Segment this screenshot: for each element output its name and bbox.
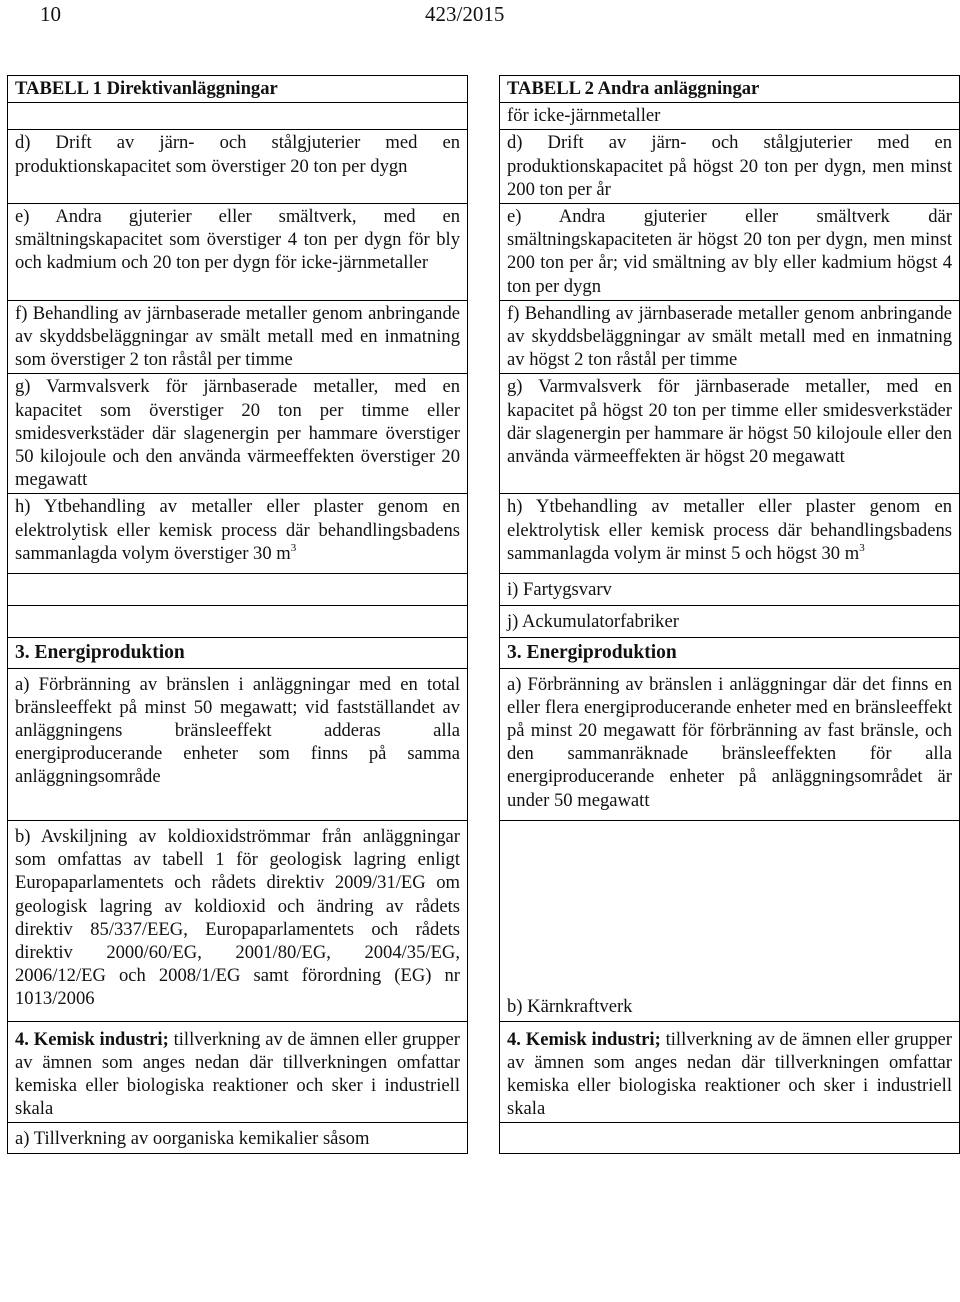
row-e-right: e) Andra gjuterier eller smältverk där smältningskapaciteten är högst 20 ton per dygn, men minst 200 ton per år; vid smältning av bly eller kadmium högst 4 ton per dygn xyxy=(500,204,960,301)
table-header-row xyxy=(8,76,960,103)
sec4-right-heading: 4. Kemisk industri; xyxy=(507,1028,661,1050)
sec3-b-left: b) Avskiljning av koldioxidströmmar från anläggningar som omfattas av tabell 1 för geologisk lagring enligt Europaparlamentets och rådets direktiv 2009/31/EG om geologisk lagring av koldioxid och ändring av rådets direktiv 85/337/EEG, Europaparlamentets och rådets direktiv 2000/60/EG, 2001/80/EG, 2004/35/EG, 2006/12/EG och 2008/1/EG samt förordning (EG) nr 1013/2006 xyxy=(8,820,468,1021)
column-gap xyxy=(468,374,500,494)
sec4-left-heading: 4. Kemisk industri; xyxy=(15,1028,169,1050)
sec4-right xyxy=(500,1021,960,1123)
page-number: 10 xyxy=(40,2,61,26)
column-gap xyxy=(468,606,500,638)
row-g-right: g) Varmvalsverk för järnbaserade metaller, med en kapacitet på högst 20 ton per timme eller smidesverkstäder där slagenergin per hammare är högst 50 kilojoule eller den använda värmeeffekten är högst 20 megawatt xyxy=(500,374,960,494)
row-h-right-text: h) Ytbehandling av metaller eller plaster genom en elektrolytisk eller kemisk process där behandlingsbadens sammanlagda volym är minst 5 och högst 30 m xyxy=(507,496,952,564)
row-j-right: j) Ackumulatorfabriker xyxy=(500,606,960,638)
sec3-b-right: b) Kärnkraftverk xyxy=(500,820,960,1021)
table1-title: TABELL 1 Direktivanläggningar xyxy=(8,76,468,103)
table-row xyxy=(8,1123,960,1153)
table-row xyxy=(8,668,960,820)
column-gap xyxy=(468,638,500,668)
column-gap xyxy=(468,204,500,301)
sec3-a-right: a) Förbränning av bränslen i anläggningar där det finns en eller flera energiproducerande enheter med en bränsleeffekt på minst 20 megawatt för förbränning av fast bränsle, och den sammanräknade bränsleeffekten för alla energiproducerande enheter på anläggningsområdet är under 50 megawatt xyxy=(500,668,960,820)
section3-left-title: 3. Energiproduktion xyxy=(8,638,468,668)
column-gap xyxy=(468,668,500,820)
section-heading-row xyxy=(8,638,960,668)
column-gap xyxy=(468,76,500,103)
column-gap xyxy=(468,820,500,1021)
sec4-a-left: a) Tillverkning av oorganiska kemikalier såsom xyxy=(8,1123,468,1153)
row-d-left: d) Drift av järn- och stålgjuterier med en produktionskapacitet som överstiger 20 ton per dygn xyxy=(8,130,468,204)
table-row xyxy=(8,130,960,204)
sec4-left-text: tillverkning av de ämnen eller grupper av ämnen som anges nedan där tillverkningen omfattar kemiska eller biologiska reaktioner och sker i industriell skala xyxy=(15,1028,461,1120)
empty-cell xyxy=(8,574,468,606)
empty-cell xyxy=(8,606,468,638)
table-row xyxy=(8,374,960,494)
row-h-left-superscript: 3 xyxy=(290,541,297,554)
table-subheader-row xyxy=(8,103,960,130)
row-h-left-text: h) Ytbehandling av metaller eller plaster genom en elektrolytisk eller kemisk process där behandlingsbadens sammanlagda volym överstiger 30 m xyxy=(15,496,460,564)
sec3-a-left: a) Förbränning av bränslen i anläggningar med en total bränsleeffekt på minst 50 megawatt; vid fastställandet av anläggningens bränsleeffekt adderas alla energiproducerande enheter som finns på samma anläggningsområde xyxy=(8,668,468,820)
column-gap xyxy=(468,574,500,606)
table2-subtitle: för icke-järnmetaller xyxy=(500,103,960,130)
row-h-right-superscript: 3 xyxy=(859,541,865,554)
column-gap xyxy=(468,1021,500,1123)
column-gap xyxy=(468,494,500,574)
page-header xyxy=(0,0,960,40)
row-i-right: i) Fartygsvarv xyxy=(500,574,960,606)
table-row xyxy=(8,300,960,374)
empty-cell xyxy=(8,103,468,130)
row-f-right: f) Behandling av järnbaserade metaller genom anbringande av skyddsbeläggningar av smält metall med en inmatning av högst 2 ton råstål per timme xyxy=(500,300,960,374)
table-row xyxy=(8,606,960,638)
row-e-left: e) Andra gjuterier eller smältverk, med en smältningskapacitet som överstiger 4 ton per dygn för bly och kadmium och 20 ton per dygn för icke-järnmetaller xyxy=(8,204,468,301)
document-number: 423/2015 xyxy=(425,2,505,26)
table-row xyxy=(8,494,960,574)
row-h-right xyxy=(500,494,960,574)
comparison-table xyxy=(7,75,960,1154)
row-g-left: g) Varmvalsverk för järnbaserade metaller, med en kapacitet som överstiger 20 ton per timme eller smidesverkstäder där slagenergin per hammare överstiger 50 kilojoule och den använda värmeeffekten överstiger 20 megawatt xyxy=(8,374,468,494)
table-row xyxy=(8,1021,960,1123)
column-gap xyxy=(468,103,500,130)
sec4-right-text: tillverkning av de ämnen eller grupper av ämnen som anges nedan där tillverkningen omfattar kemiska eller biologiska reaktioner och sker i industriell skala xyxy=(507,1028,953,1120)
section3-right-title: 3. Energiproduktion xyxy=(500,638,960,668)
sec4-left xyxy=(8,1021,468,1123)
row-f-left: f) Behandling av järnbaserade metaller genom anbringande av skyddsbeläggningar av smält metall med en inmatning som överstiger 2 ton råstål per timme xyxy=(8,300,468,374)
row-d-right: d) Drift av järn- och stålgjuterier med en produktionskapacitet på högst 20 ton per dygn, men minst 200 ton per år xyxy=(500,130,960,204)
table2-title: TABELL 2 Andra anläggningar xyxy=(500,76,960,103)
column-gap xyxy=(468,300,500,374)
table-row xyxy=(8,204,960,301)
empty-cell xyxy=(500,1123,960,1153)
column-gap xyxy=(468,1123,500,1153)
table-row xyxy=(8,574,960,606)
column-gap xyxy=(468,130,500,204)
row-h-left xyxy=(8,494,468,574)
table-row xyxy=(8,820,960,1021)
